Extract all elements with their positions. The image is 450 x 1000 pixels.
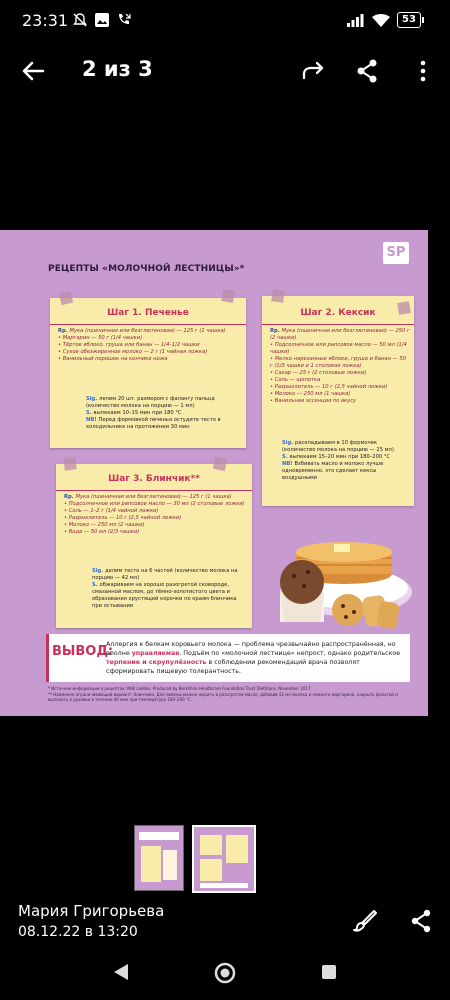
recipe-text: Мука (пшеничная или безглютеновая) — 250 г (2 чашки): [270, 328, 410, 341]
recipe-text: выпекаем 10–15 мин при 180 °С: [93, 410, 182, 416]
recipe-text: • Соль — щепотка: [270, 377, 321, 383]
battery-indicator: 53: [397, 12, 421, 28]
recipe-line: [64, 508, 246, 515]
nav-back-icon[interactable]: [112, 962, 130, 982]
recipe-marker: Sig.: [86, 396, 100, 402]
recipe-line: [64, 515, 246, 522]
recipe-line: [64, 529, 246, 536]
recipe-line: [92, 582, 246, 610]
status-bar: [0, 0, 450, 44]
step3-ingredients: [64, 494, 246, 536]
recipe-text: • Разрыхлитель — 10 г (2,5 чайной ложки): [270, 384, 388, 390]
conclusion-box: [46, 634, 410, 682]
recipe-line: [282, 440, 410, 454]
recipe-text: Мука (пшеничная или безглютеновая) — 125 г (1 чашка): [75, 494, 232, 500]
recipe-line: [86, 417, 240, 431]
share-icon[interactable]: [352, 56, 382, 86]
tape: [59, 291, 73, 305]
recipe-line: [282, 461, 410, 482]
step1-instructions: [86, 396, 240, 431]
recipe-text: Взбивать масло и молоко лучше одновременно, это сделает кексы воздушными: [282, 461, 384, 481]
thumbnail-2-current[interactable]: [192, 825, 256, 893]
photo-counter: 2 из 3: [82, 57, 153, 81]
recipe-marker: S.: [92, 582, 100, 588]
pancakes-muffin-cookies-illustration: [268, 518, 416, 632]
recipe-text: • Мелко нарезанные яблоки, груша и банан — 50 г (1/3 чашки и 1 столовая ложка): [270, 356, 407, 369]
missed-call-icon: [116, 12, 132, 28]
step3-instructions: [92, 568, 246, 610]
battery-tip: [422, 17, 424, 23]
footnote-2: ** Наименее ограничивающий вариант: блинчики. Для замены можно жарить в разогретом масле, добавив 42 мл молока и немного маргарина, накрыть фольгой и выпекать в духовке в течение 40 мин при температуре 180–200 °С.: [48, 692, 398, 702]
recipe-text: • Сахар — 25 г (2 столовые ложки): [270, 370, 367, 376]
recipe-line: [270, 377, 410, 384]
recipe-marker: NB!: [86, 417, 99, 423]
step2-ingredients: [270, 328, 410, 405]
step3-divider: [56, 490, 252, 491]
step1-divider: [50, 324, 246, 325]
recipe-text: • Разрыхлитель — 10 г (2,5 чайной ложки): [64, 515, 182, 521]
step2-divider: [262, 324, 414, 325]
tape: [397, 301, 411, 315]
recipe-poster-image[interactable]: [0, 230, 428, 716]
signal-icon: [346, 12, 364, 28]
recipe-line: [92, 568, 246, 582]
step1-note: [50, 298, 246, 448]
recipe-line: [86, 410, 240, 417]
recipe-line: [58, 335, 240, 342]
thumbnail-1[interactable]: [134, 825, 184, 891]
conclusion-accent-bar: [46, 634, 49, 682]
recipe-line: [270, 370, 410, 377]
conclusion-label: ВЫВОД:: [52, 644, 114, 659]
recipe-text: раскладываем в 10 формочек (количество молока на порцию — 25 мл): [282, 440, 394, 453]
recipe-text: обжариваем на хорошо разогретой сковороде, смазанной маслом, до тёмно-золотистого цвета и образования хрустящей корочки по краям блинчика при остывании: [92, 582, 237, 609]
edit-brush-icon[interactable]: [352, 908, 378, 934]
poster-title: РЕЦЕПТЫ «МОЛОЧНОЙ ЛЕСТНИЦЫ»*: [48, 264, 245, 274]
status-time: 23:31: [22, 11, 69, 30]
recipe-text: • Ванильный порошок на кончике ножа: [58, 356, 168, 362]
recipe-marker: S.: [86, 410, 94, 416]
recipe-marker: Sig.: [92, 568, 106, 574]
step2-note: [262, 296, 414, 506]
recipe-text: Перед формовкой печенья остудите тесто в холодильнике на протяжении 30 мин: [86, 417, 221, 430]
recipe-text: • Подсолнечное или рапсовое масло — 30 мл (2 столовые ложки): [64, 501, 245, 507]
recipe-text: • Ванильная эссенция по вкусу: [270, 398, 357, 404]
step2-instructions: [282, 440, 410, 482]
recipe-line: [64, 494, 246, 501]
recipe-text: • Маргарин — 50 г (1/4 чашки): [58, 335, 143, 341]
back-arrow-icon[interactable]: [18, 56, 48, 86]
author-name[interactable]: Мария Григорьева: [18, 902, 165, 920]
recipe-line: [270, 391, 410, 398]
step3-note: [56, 464, 252, 628]
wifi-icon: [371, 12, 391, 28]
recipe-marker: S.: [282, 454, 290, 460]
recipe-text: Мука (пшеничная или безглютеновая) — 125 г (1 чашка): [69, 328, 226, 334]
recipe-marker: NB!: [282, 461, 295, 467]
recipe-text: • Вода — 50 мл (2/3 чашки): [64, 529, 140, 535]
step1-ingredients: [58, 328, 240, 363]
recipe-text: • Сухое обезжиренное молоко — 2 г (1 чайная ложка): [58, 349, 208, 355]
step2-heading: Шаг 2. Кексик: [300, 308, 376, 318]
tape: [271, 289, 285, 303]
recipe-line: [64, 522, 246, 529]
sp-logo: SP: [383, 242, 409, 264]
recipe-text: • Молоко — 250 мл (2 чашки): [64, 522, 145, 528]
recipe-line: [282, 454, 410, 461]
recipe-line: [270, 384, 410, 391]
recipe-line: [58, 328, 240, 335]
recipe-line: [58, 356, 240, 363]
recipe-text: лепим 20 шт. размером с фалангу пальца (количество молока на порцию — 1 мл): [86, 396, 215, 409]
recipe-line: [58, 349, 240, 356]
recipe-line: [270, 342, 410, 356]
forward-icon[interactable]: [298, 56, 328, 86]
more-options-icon[interactable]: [408, 56, 438, 86]
conclusion-text: Аллергия к белкам коровьего молока — проблема чрезвычайно распространённая, но вполне управляемая. Подъём по «молочной лестнице» непрост, однако родительское терпение и скрупулёзность в соблюдении рекомендаций врача позволят сформировать пищевую толерантность.: [106, 641, 401, 675]
recipe-line: [270, 398, 410, 405]
recipe-line: [270, 328, 410, 342]
recipe-marker: Rp.: [58, 328, 70, 334]
recipe-text: • Тёртое яблоко, груша или банан — 1/4–1/2 чашки: [58, 342, 200, 348]
post-date: 08.12.22 в 13:20: [18, 924, 138, 940]
muted-notifications-icon: [72, 12, 88, 28]
recipe-text: • Подсолнечное или рапсовое масло — 50 мл (1/4 чашки): [270, 342, 407, 355]
nav-recents-icon[interactable]: [320, 963, 338, 981]
recipe-line: [86, 396, 240, 410]
tape: [213, 457, 227, 471]
recipe-line: [58, 342, 240, 349]
recipe-marker: Rp.: [64, 494, 76, 500]
recipe-marker: Sig.: [282, 440, 296, 446]
nav-home-icon[interactable]: [214, 962, 236, 984]
tape: [63, 457, 77, 471]
recipe-text: • Соль — 1–2 г (1/4 чайной ложки): [64, 508, 159, 514]
recipe-text: выпекаем 15–20 мин при 180–200 °С: [289, 454, 391, 460]
share-bottom-icon[interactable]: [408, 908, 434, 934]
recipe-line: [270, 356, 410, 370]
step1-heading: Шаг 1. Печенье: [107, 308, 189, 318]
recipe-line: [64, 501, 246, 508]
tape: [221, 289, 235, 303]
step3-heading: Шаг 3. Блинчик**: [108, 474, 200, 484]
recipe-marker: Rp.: [270, 328, 282, 334]
recipe-text: делим тесто на 6 частей (количество молока на порцию — 42 мл): [92, 568, 238, 581]
app-notification-icon: [94, 12, 110, 28]
footnote-1: * Источник информации о рецептах: Milk Ladder, Produced by Berkshire Healthcare Foundation Trust Dietitians, November 2017.: [48, 686, 312, 691]
recipe-text: • Молоко — 250 мл (1 чашка): [270, 391, 351, 397]
